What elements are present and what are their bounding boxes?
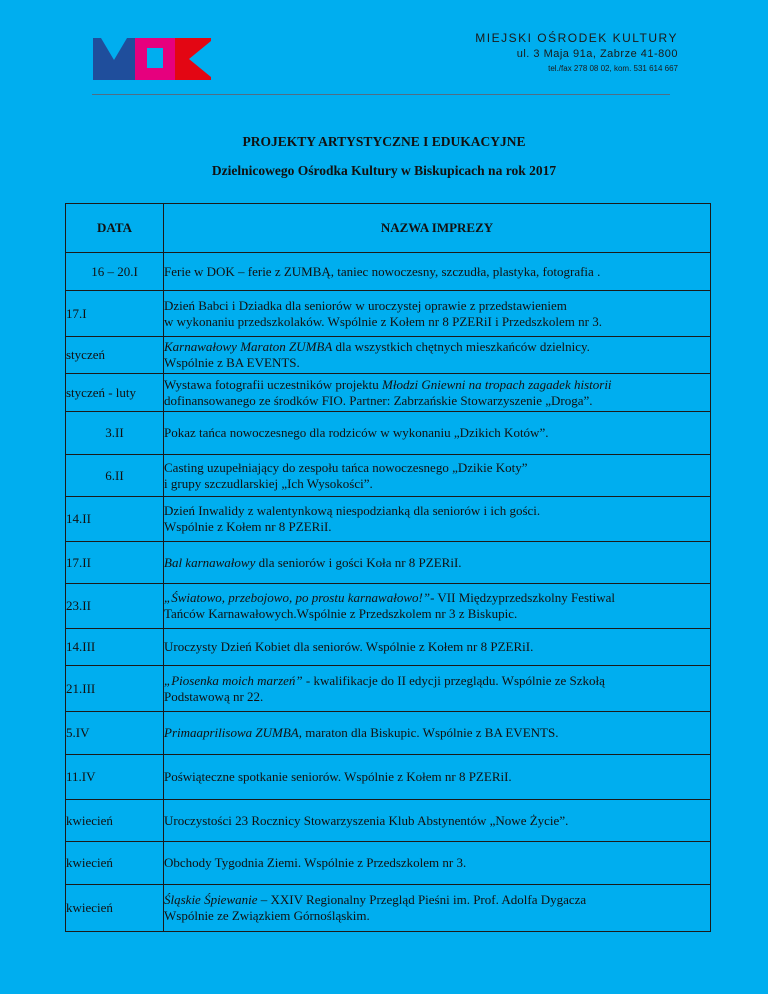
event-name-text: – XXIV Regionalny Przegląd Pieśni im. Prof. Adolfa Dygacza — [257, 892, 587, 907]
event-date: styczeń - luty — [66, 374, 164, 412]
table-row — [66, 497, 711, 542]
event-name-line — [164, 339, 710, 355]
mok-logo — [93, 38, 211, 80]
event-name — [164, 800, 711, 842]
event-name-line — [164, 855, 710, 871]
event-name-text: Dzień Babci i Dziadka dla seniorów w uroczystej oprawie z przedstawieniem — [164, 297, 567, 313]
event-name-line — [164, 813, 710, 829]
event-name-line: Wspólnie ze Związkiem Górnośląskim. — [164, 908, 370, 923]
page-subtitle: Dzielnicowego Ośrodka Kultury w Biskupicach na rok 2017 — [211, 163, 557, 178]
event-name-text: Pokaz tańca nowoczesnego dla rodziców w wykonaniu „Dzikich Kotów”. — [164, 425, 549, 440]
event-name-line: dofinansowanego ze środków FIO. Partner: Zabrzańskie Stowarzyszenie „Droga”. — [164, 392, 593, 408]
event-name-line: Wspólnie z Kołem nr 8 PZERiI. — [164, 519, 332, 534]
page-title: PROJEKTY ARTYSTYCZNE I EDUKACYJNE — [242, 134, 526, 149]
header-divider — [92, 94, 670, 95]
event-date: 23.II — [66, 584, 164, 629]
event-name — [164, 542, 711, 584]
event-name — [164, 666, 711, 712]
event-name-line: Tańców Karnawałowych.Wspólnie z Przedszkolem nr 3 z Biskupic. — [164, 606, 518, 621]
event-date: 3.II — [66, 412, 164, 455]
event-name-text: Uroczysty Dzień Kobiet dla seniorów. Wspólnie z Kołem nr 8 PZERiI. — [164, 639, 534, 654]
event-name-line — [164, 590, 710, 606]
event-date: styczeń — [66, 337, 164, 374]
table-row — [66, 374, 711, 412]
col-header-date: DATA — [66, 204, 164, 253]
event-date: 6.II — [66, 455, 164, 497]
org-name: MIEJSKI OŚRODEK KULTURY — [475, 31, 678, 45]
event-name — [164, 412, 711, 455]
event-name — [164, 291, 711, 337]
table-row — [66, 755, 711, 800]
table-row — [66, 455, 711, 497]
event-name-italic: Karnawałowy Maraton ZUMBA — [164, 339, 333, 354]
event-date: 11.IV — [66, 755, 164, 800]
logo-letter-m — [93, 38, 135, 80]
event-date: 21.III — [66, 666, 164, 712]
event-name-line — [164, 503, 710, 519]
event-name-text: dla wszystkich chętnych mieszkańców dzielnicy. — [332, 339, 590, 354]
event-name-text: Obchody Tygodnia Ziemi. Wspólnie z Przedszkolem nr 3. — [164, 855, 467, 870]
logo-letter-k — [175, 38, 211, 80]
event-name-line — [164, 264, 710, 280]
event-name — [164, 712, 711, 755]
event-name-text: Casting uzupełniający do zespołu tańca nowoczesnego „Dzikie Koty” — [164, 459, 528, 475]
event-name-text: Poświąteczne spotkanie seniorów. Wspólnie z Kołem nr 8 PZERiI. — [164, 769, 512, 784]
event-date: 5.IV — [66, 712, 164, 755]
event-name-text: Ferie w DOK – ferie z ZUMBĄ, taniec nowoczesny, szczudła, plastyka, fotografia . — [164, 263, 601, 279]
event-name-line: Podstawową nr 22. — [164, 688, 264, 704]
event-date: kwiecień — [66, 885, 164, 932]
event-date: kwiecień — [66, 800, 164, 842]
table-row — [66, 629, 711, 666]
table-row — [66, 253, 711, 291]
event-name-italic: Młodzi Gniewni na tropach zagadek historii — [382, 376, 612, 392]
event-name — [164, 337, 711, 374]
table-row — [66, 842, 711, 885]
event-name — [164, 584, 711, 629]
organization-info — [475, 30, 678, 76]
event-name-text: Uroczystości 23 Rocznicy Stowarzyszenia Klub Abstynentów „Nowe Życie”. — [164, 812, 569, 828]
table-row — [66, 885, 711, 932]
event-date: kwiecień — [66, 842, 164, 885]
event-name — [164, 755, 711, 800]
org-contact: tel./fax 278 08 02, kom. 531 614 667 — [548, 64, 678, 73]
event-name-italic: „Światowo, przebojowo, po prostu karnawałowo!” — [164, 590, 431, 605]
table-row — [66, 712, 711, 755]
event-name — [164, 497, 711, 542]
event-date: 14.II — [66, 497, 164, 542]
table-row — [66, 337, 711, 374]
event-name-line — [164, 673, 710, 689]
event-name — [164, 455, 711, 497]
events-table — [65, 203, 711, 932]
col-header-name: NAZWA IMPREZY — [164, 204, 711, 253]
event-date: 17.I — [66, 291, 164, 337]
logo-letter-o — [135, 38, 175, 80]
event-name-text: - VII Międzyprzedszkolny Festiwal — [430, 590, 616, 605]
event-name-text: dla seniorów i gości Koła nr 8 PZERiI. — [255, 554, 462, 570]
event-name-italic: Primaaprilisowa ZUMBA — [164, 725, 299, 740]
event-name-line: i grupy szczudlarskiej „Ich Wysokości”. — [164, 475, 373, 491]
table-row — [66, 800, 711, 842]
table-row — [66, 412, 711, 455]
event-name-italic: Śląskie Śpiewanie — [164, 892, 258, 907]
event-name-line: w wykonaniu przedszkolaków. Wspólnie z Kołem nr 8 PZERiI i Przedszkolem nr 3. — [164, 313, 602, 329]
table-row — [66, 666, 711, 712]
event-name-line: Wspólnie z BA EVENTS. — [164, 355, 300, 370]
event-date: 14.III — [66, 629, 164, 666]
event-name-line — [164, 377, 710, 393]
event-name-line — [164, 639, 710, 655]
table-row — [66, 542, 711, 584]
event-name-line — [164, 769, 710, 785]
org-address: ul. 3 Maja 91a, Zabrze 41-800 — [516, 48, 678, 60]
event-name-text: - kwalifikacje do II edycji przeglądu. Wspólnie ze Szkołą — [302, 672, 605, 688]
event-name-text: , maraton dla Biskupic. Wspólnie z BA EVENTS. — [298, 725, 559, 740]
event-name-line — [164, 298, 710, 314]
event-name — [164, 842, 711, 885]
event-name-text: Wystawa fotografii uczestników projektu — [164, 376, 382, 392]
event-name — [164, 374, 711, 412]
event-name-line — [164, 460, 710, 476]
event-name-text: Dzień Inwalidy z walentynkową niespodzianką dla seniorów i ich gości. — [164, 503, 541, 518]
event-name — [164, 629, 711, 666]
event-name-line — [164, 555, 710, 571]
table-row — [66, 291, 711, 337]
event-name-line — [164, 425, 710, 441]
table-row — [66, 584, 711, 629]
event-name — [164, 253, 711, 291]
event-name-line — [164, 725, 710, 741]
event-date: 16 – 20.I — [66, 253, 164, 291]
event-date: 17.II — [66, 542, 164, 584]
event-name-italic: Bal karnawałowy — [164, 554, 256, 570]
table-header-row — [66, 204, 711, 253]
event-name-italic: „Piosenka moich marzeń” — [164, 672, 303, 688]
event-name — [164, 885, 711, 932]
event-name-line — [164, 892, 710, 908]
